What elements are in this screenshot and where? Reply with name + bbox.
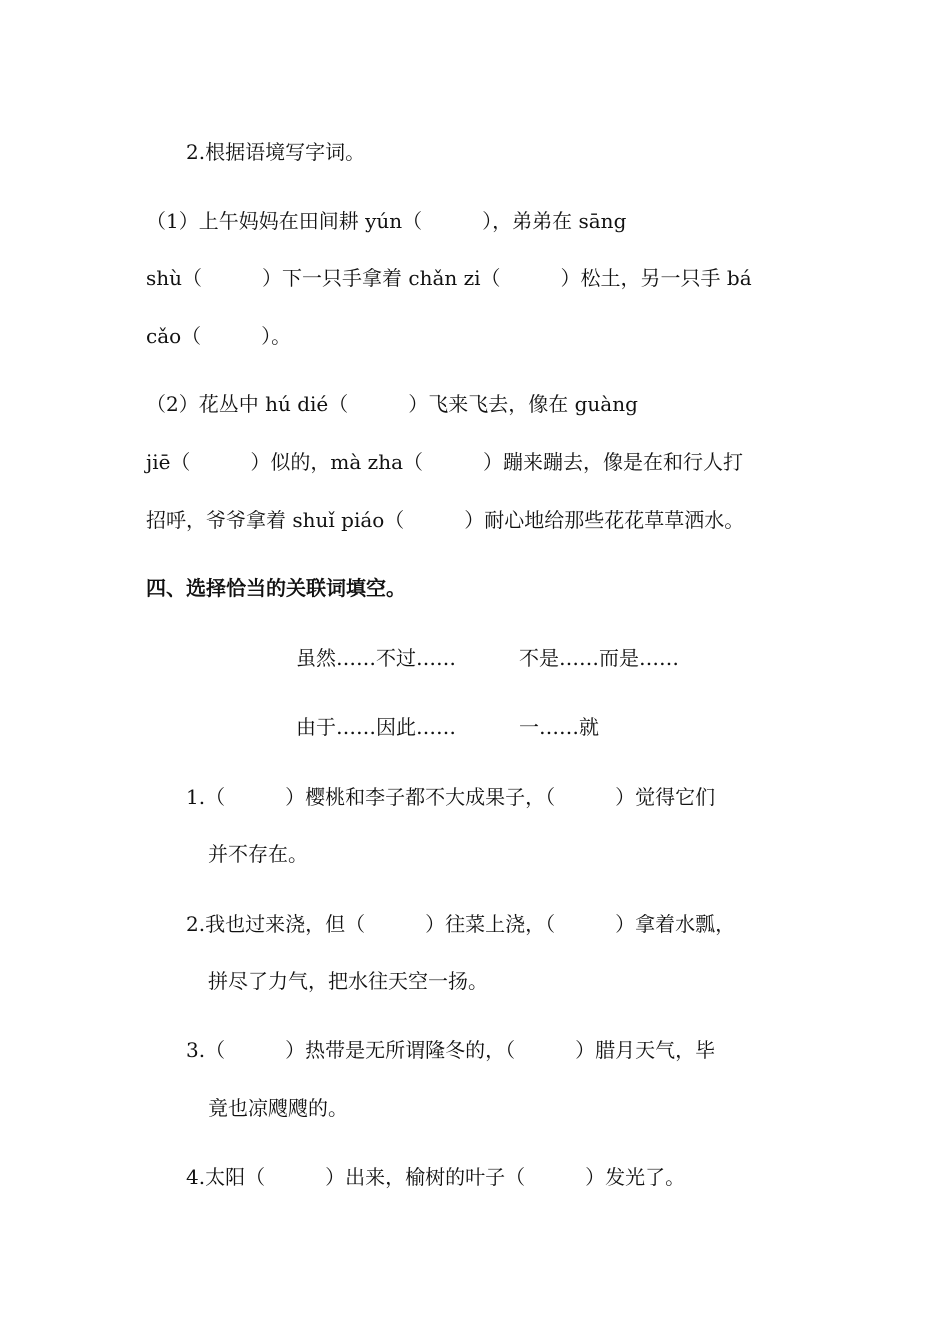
paragraph-1-line-1: （1）上午妈妈在田间耕 yún（ ），弟弟在 sāng [146, 209, 627, 233]
item-2-line-1: 2.我也过来浇，但（ ）往菜上浇，（ ）拿着水瓢， [186, 912, 736, 936]
paragraph-2-line-2: jiē（ ）似的，mà zha（ ）蹦来蹦去，像是在和行人打 [146, 450, 744, 474]
section-4-heading: 四、选择恰当的关联词填空。 [146, 576, 406, 600]
question-2-title: 2.根据语境写字词。 [186, 140, 366, 164]
option-c: 由于……因此…… [296, 715, 456, 739]
option-b: 不是……而是…… [519, 646, 679, 670]
option-d: 一……就 [519, 715, 599, 739]
paragraph-1-line-2: shù（ ）下一只手拿着 chǎn zi（ ）松土，另一只手 bá [146, 266, 752, 290]
item-1-line-2: 并不存在。 [208, 842, 308, 866]
item-4-line-1: 4.太阳（ ）出来，榆树的叶子（ ）发光了。 [186, 1165, 686, 1189]
item-1-line-1: 1.（ ）樱桃和李子都不大成果子，（ ）觉得它们 [186, 785, 716, 809]
paragraph-1-line-3: cǎo（ ）。 [146, 324, 292, 348]
paragraph-2-line-3: 招呼，爷爷拿着 shuǐ piáo（ ）耐心地给那些花花草草洒水。 [146, 508, 745, 532]
item-3-line-2: 竟也凉飕飕的。 [208, 1096, 348, 1120]
option-a: 虽然……不过…… [296, 646, 456, 670]
item-3-line-1: 3.（ ）热带是无所谓隆冬的，（ ）腊月天气，毕 [186, 1038, 716, 1062]
item-2-line-2: 拼尽了力气，把水往天空一扬。 [208, 969, 488, 993]
paragraph-2-line-1: （2）花丛中 hú dié（ ）飞来飞去，像在 guàng [146, 392, 638, 416]
